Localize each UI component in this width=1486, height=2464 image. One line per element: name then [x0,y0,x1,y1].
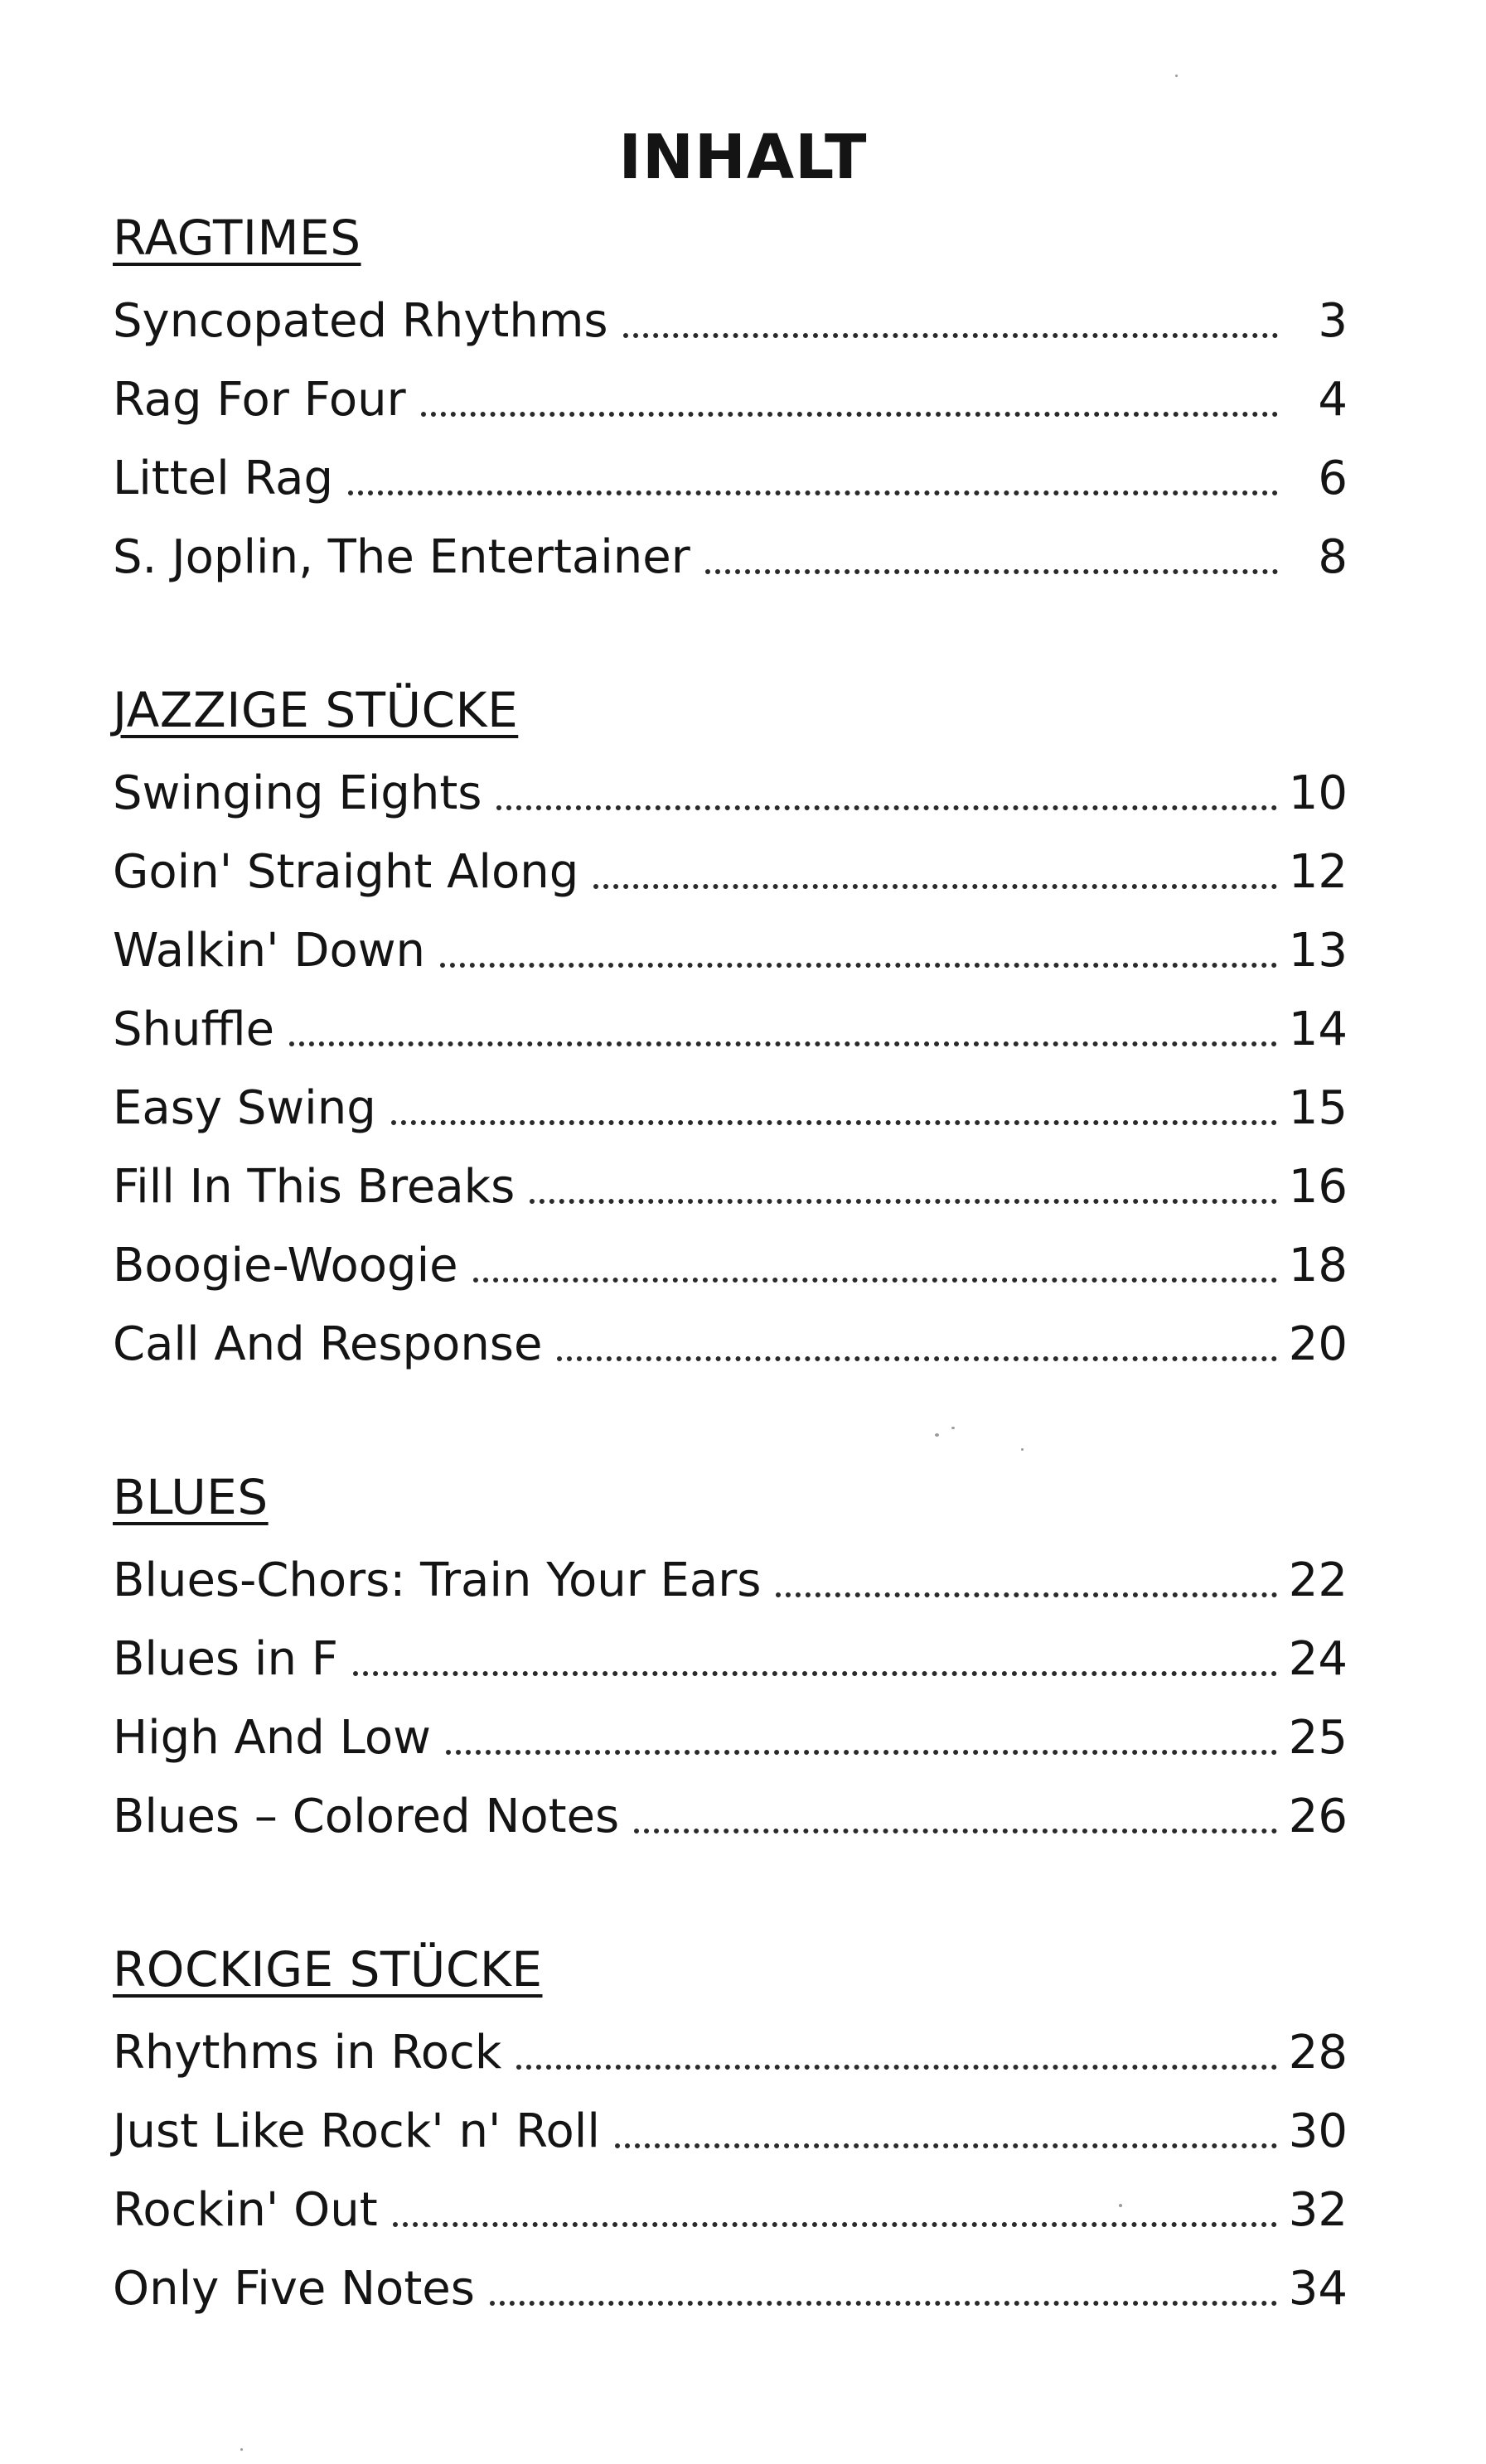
toc-entry-title: Rag For Four [113,373,406,427]
toc-entry-page: 15 [1288,1081,1348,1135]
toc-entry-title: Shuffle [113,1003,275,1056]
toc-entry-page: 8 [1318,530,1348,584]
scan-speck [1119,2204,1122,2207]
toc-entry[interactable] [113,1233,1348,1299]
toc-entry[interactable] [113,367,1348,433]
scan-speck [935,1433,939,1437]
scan-speck [951,1427,955,1429]
section-heading-jazzige-stuecke: JAZZIGE STÜCKE [113,682,519,738]
scan-speck [1021,1448,1024,1451]
toc-entry[interactable] [113,1075,1348,1142]
dot-leader [516,2065,1276,2070]
toc-entry-title: Littel Rag [113,452,334,505]
toc-entry-title: High And Low [113,1711,431,1765]
toc-entry-page: 3 [1318,294,1348,348]
toc-entry-page: 24 [1288,1632,1348,1686]
toc-entry-page: 30 [1288,2104,1348,2158]
dot-leader [289,1041,1277,1046]
toc-entry-title: Walkin' Down [113,924,426,978]
toc-entry[interactable] [113,2020,1348,2086]
toc-entry-title: Just Like Rock' n' Roll [113,2104,600,2158]
toc-entry-page: 16 [1288,1160,1348,1214]
toc-entry[interactable] [113,1548,1348,1614]
toc-entry-page: 28 [1288,2026,1348,2080]
dot-leader [421,412,1278,417]
toc-entry[interactable] [113,1626,1348,1693]
dot-leader [615,2143,1277,2148]
toc-entry[interactable] [113,2177,1348,2244]
toc-entry-title: Blues-Chors: Train Your Ears [113,1553,762,1607]
dot-leader [353,1671,1277,1676]
toc-entry-page: 13 [1288,924,1348,978]
toc-entry-page: 6 [1318,452,1348,505]
toc-entry-title: Goin' Straight Along [113,845,579,899]
toc-entry-title: Easy Swing [113,1081,376,1135]
page-title: INHALT [618,122,868,193]
toc-entry[interactable] [113,1784,1348,1850]
dot-leader [705,569,1278,574]
toc-entry-title: Swinging Eights [113,766,482,820]
toc-entry-page: 18 [1288,1239,1348,1292]
toc-entry-title: Blues in F [113,1632,338,1686]
toc-entry-title: Rhythms in Rock [113,2026,502,2080]
toc-entry[interactable] [113,1154,1348,1220]
dot-leader [530,1199,1276,1204]
scan-speck [1175,75,1178,77]
dot-leader [490,2301,1277,2306]
dot-leader [391,1120,1277,1125]
toc-entry-page: 14 [1288,1003,1348,1056]
dot-leader [446,1750,1277,1755]
toc-entry-title: Boogie-Woogie [113,1239,458,1292]
toc-entry[interactable] [113,524,1348,591]
section-heading-blues: BLUES [113,1469,269,1525]
toc-entry-page: 20 [1288,1317,1348,1371]
toc-entry[interactable] [113,2099,1348,2165]
dot-leader [623,333,1278,338]
toc-entry-page: 26 [1288,1790,1348,1843]
toc-entry-title: Fill In This Breaks [113,1160,516,1214]
dot-leader [557,1356,1276,1361]
toc-entry-page: 34 [1288,2262,1348,2316]
toc-entry[interactable] [113,839,1348,906]
toc-entry-title: Syncopated Rhythms [113,294,608,348]
toc-entry[interactable] [113,288,1348,355]
toc-entry-page: 12 [1288,845,1348,899]
toc-entry[interactable] [113,1705,1348,1771]
dot-leader [593,884,1276,889]
section-heading-ragtimes: RAGTIMES [113,210,361,266]
toc-entry-title: S. Joplin, The Entertainer [113,530,690,584]
section-heading-rockige-stuecke: ROCKIGE STÜCKE [113,1941,543,1998]
dot-leader [776,1592,1276,1597]
scan-speck [240,2448,243,2451]
toc-entry-title: Blues – Colored Notes [113,1790,620,1843]
dot-leader [440,963,1277,968]
dot-leader [634,1829,1277,1834]
toc-entry[interactable] [113,2256,1348,2322]
toc-entry[interactable] [113,918,1348,984]
dot-leader [348,490,1278,495]
dot-leader [473,1278,1277,1283]
toc-entry-page: 10 [1288,766,1348,820]
toc-entry-page: 25 [1288,1711,1348,1765]
toc-entry-page: 4 [1318,373,1348,427]
dot-leader [496,805,1276,810]
toc-entry[interactable] [113,761,1348,827]
toc-entry[interactable] [113,997,1348,1063]
toc-entry-title: Only Five Notes [113,2262,475,2316]
toc-entry-page: 22 [1288,1553,1348,1607]
toc-entry[interactable] [113,446,1348,512]
toc-entry-title: Rockin' Out [113,2183,378,2237]
toc-entry-page: 32 [1288,2183,1348,2237]
dot-leader [393,2222,1277,2227]
toc-entry[interactable] [113,1312,1348,1378]
toc-entry-title: Call And Response [113,1317,543,1371]
